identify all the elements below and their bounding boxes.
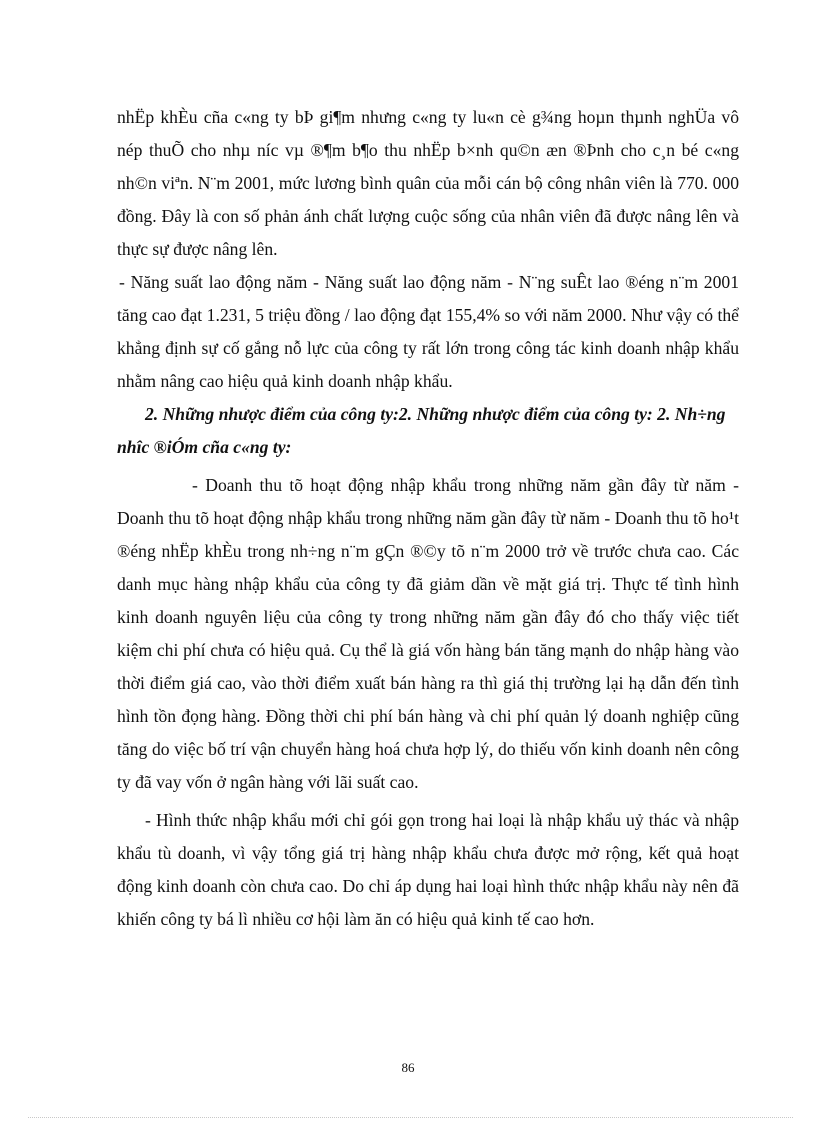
page-bottom-divider <box>28 1117 793 1118</box>
paragraph-import-forms: - Hình thức nhập khẩu mới chỉ gói gọn trong hai loại là nhập khẩu uỷ thác và nhập khẩu tù doanh, vì vậy tổng giá trị hàng nhập khẩu chưa được mở rộng, kết quả hoạt động kinh doanh còn chưa cao. Do chỉ áp dụng hai loại hình thức nhập khẩu này nên đã khiến công ty bá lì nhiều cơ hội làm ăn có hiệu quả kinh tế cao hơn. <box>117 810 739 929</box>
paragraph-revenue: - Doanh thu tõ hoạt động nhập khẩu trong những năm gần đây từ năm - Doanh thu tõ hoạt động nhập khẩu trong những năm gần đây từ năm - Doanh thu tõ ho¹t ®éng nhËp khÈu trong nh÷ng n¨m gÇn ®©y tõ n¨m 2000 trở về trước chưa cao. Các danh mục hàng nhập khẩu của công ty đã giảm dần về mặt giá trị. Thực tế tình hình kinh doanh nguyên liệu của công ty trong những năm gần đây đó cho thấy việc tiết kiệm chi phí chưa có hiệu quả. Cụ thể là giá vốn hàng bán tăng mạnh do nhập hàng vào thời điểm giá cao, vào thời điểm xuất bán hàng ra thì giá thị trường lại hạ dẫn đến tình hình tồn đọng hàng. Đồng thời chi phí bán hàng và chi phí quản lý doanh nghiệp cũng tăng do việc bố trí vận chuyển hàng hoá chưa hợp lý, do thiếu vốn kinh doanh nên công ty đã vay vốn ở ngân hàng với lãi suất cao. <box>117 475 739 792</box>
paragraph-productivity: - Năng suất lao động năm - Năng suất lao động năm - N¨ng suÊt lao ®éng n¨m 2001 tăng cao đạt 1.231, 5 triệu đồng / lao động đạt 155,4% so với năm 2000. Như vậy có thể khẳng định sự cố gắng nỗ lực của công ty rất lớn trong công tác kinh doanh nhập khẩu nhằm nâng cao hiệu quả kinh doanh nhập khẩu. <box>117 272 739 391</box>
body-text <box>117 101 739 936</box>
paragraph-wages: nhËp khÈu cña c«ng ty bÞ gi¶m nhưng c«ng ty lu«n cè g¾ng hoµn thµnh nghÜa vô nép thuÕ cho nhµ níc vµ ®¶m b¶o thu nhËp b×nh qu©n æn ®Þnh cho c¸n bé c«ng nh©n viªn. N¨m 2001, mức lương bình quân của mỗi cán bộ công nhân viên là 770. 000 đồng. Đây là con số phản ánh chất lượng cuộc sống của nhân viên đã được nâng lên và thực sự được nâng lên. <box>117 107 739 259</box>
page-number: 86 <box>401 1060 415 1075</box>
section-heading-weaknesses: 2. Những nhược điểm của công ty:2. Những nhược điểm của công ty: 2. Nh÷ng nhîc ®iÓm cña c«ng ty: <box>117 404 726 457</box>
